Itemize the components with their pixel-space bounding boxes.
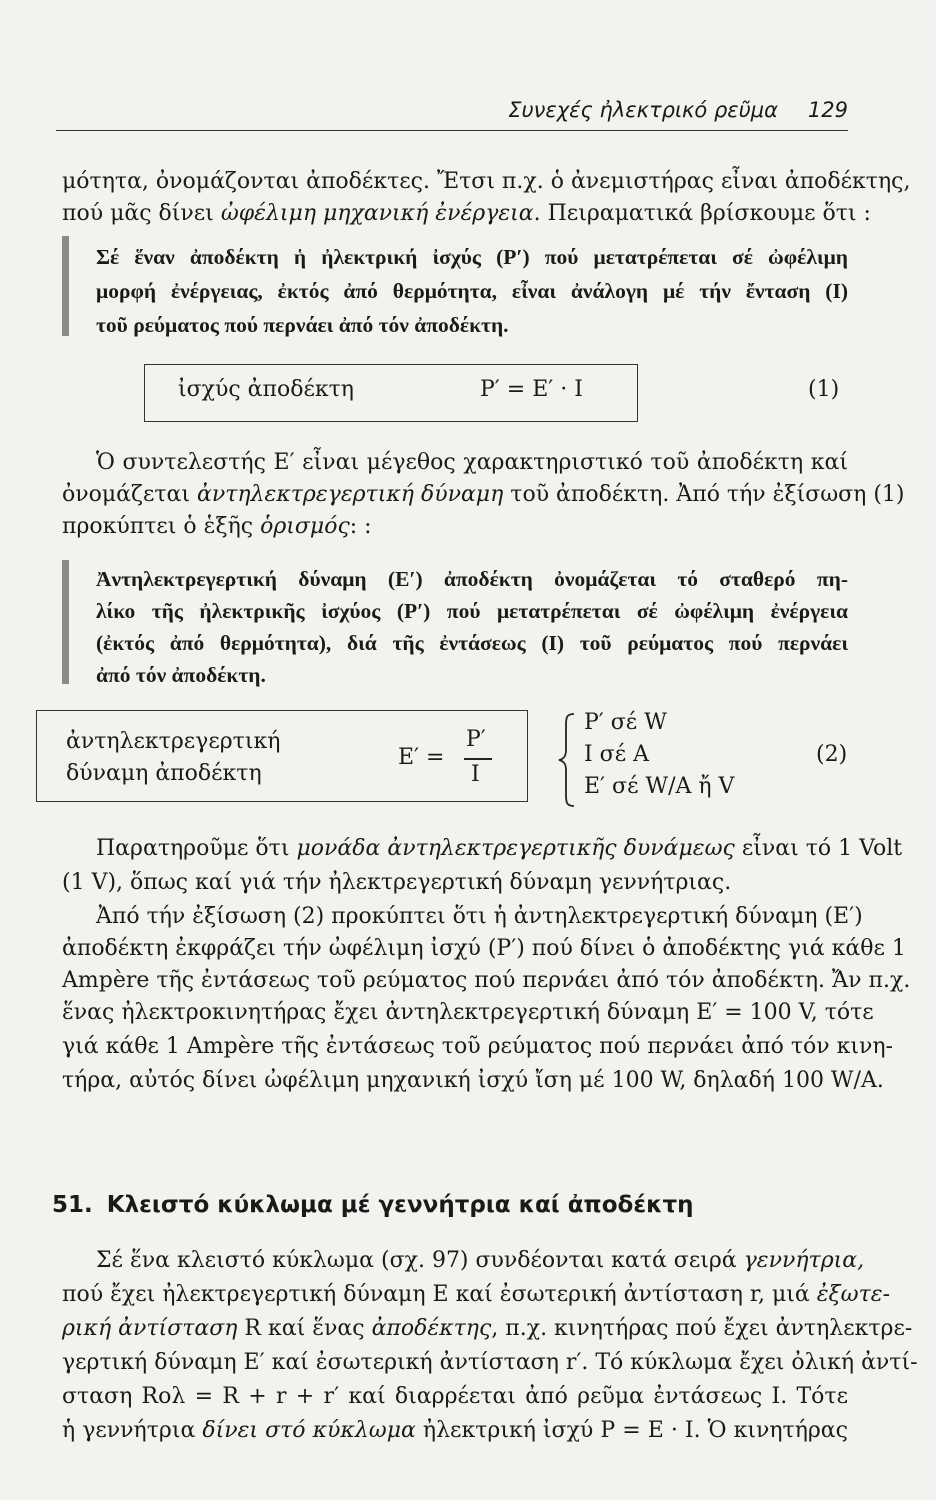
section-number: 51.: [52, 1192, 93, 1218]
equation-number: (2): [816, 742, 848, 767]
paragraph-line: Σέ ἕνα κλειστό κύκλωμα (σχ. 97) συνδέονται κατά σειρά γεννήτρια,: [96, 1248, 865, 1273]
page-number: 129: [807, 98, 848, 122]
paragraph-line: τήρα, αὐτός δίνει ὠφέλιμη μηχανική ἰσχύ ἴση μέ 100 W, δηλαδή 100 W/A.: [62, 1068, 884, 1093]
bold-statement-line: ἀπό τόν ἀποδέκτη.: [96, 663, 266, 687]
bold-statement-line: Ἀντηλεκτρεγερτική δύναμη (E′) ἀποδέκτη ὀνομάζεται τό σταθερό πη-: [96, 567, 848, 591]
paragraph-line: Ampère τῆς ἐντάσεως τοῦ ρεύματος πού περνάει ἀπό τόν ἀποδέκτη. Ἄν π.χ.: [62, 968, 911, 993]
bold-statement-line: λίκο τῆς ἠλεκτρικῆς ἰσχύος (P′) πού μετατρέπεται σέ ὠφέλιμη ἐνέργεια: [96, 599, 848, 623]
fraction-bar: [464, 758, 492, 760]
paragraph-line: ἡ γεννήτρια δίνει στό κύκλωμα ἠλεκτρική ἰσχύ P = E · I. Ὁ κινητήρας: [62, 1418, 848, 1443]
bold-statement-line: τοῦ ρεύματος πού περνάει ἀπό τόν ἀποδέκτη.: [96, 313, 509, 337]
section-title: Κλειστό κύκλωμα μέ γεννήτρια καί ἀποδέκτη: [106, 1192, 694, 1218]
margin-bar: [62, 236, 69, 336]
paragraph-line: σταση Rολ = R + r + r′ καί διαρρέεται ἀπό ρεῦμα ἐντάσεως I. Τότε: [62, 1384, 848, 1409]
paragraph-line: γερτική δύναμη E′ καί ἐσωτερική ἀντίσταση r′. Τό κύκλωμα ἔχει ὀλική ἀντί-: [62, 1350, 918, 1375]
equation-lhs: E′ =: [398, 745, 445, 770]
equation-box-2: [36, 710, 528, 802]
equation-label: ἀντηλεκτρεγερτική: [66, 729, 281, 754]
equation-number: (1): [808, 377, 840, 402]
equation-label: δύναμη ἀποδέκτη: [66, 761, 262, 786]
equation-formula: P′ = E′ · I: [480, 377, 583, 402]
paragraph-line: μότητα, ὀνομάζονται ἀποδέκτες. Ἔτσι π.χ. ὁ ἀνεμιστήρας εἶναι ἀποδέκτης,: [62, 169, 911, 194]
paragraph-line: γιά κάθε 1 Ampère τῆς ἐντάσεως τοῦ ρεύματος πού περνάει ἀπό τόν κινη-: [62, 1034, 893, 1059]
paragraph-line: ρική ἀντίσταση R καί ἕνας ἀποδέκτης, π.χ. κινητήρας πού ἔχει ἀντηλεκτρε-: [62, 1316, 913, 1341]
bold-statement-line: (ἐκτός ἀπό θερμότητα), διά τῆς ἐντάσεως (I) τοῦ ρεύματος πού περνάει: [96, 631, 848, 655]
paragraph-line: Ἀπό τήν ἐξίσωση (2) προκύπτει ὅτι ἡ ἀντηλεκτρεγερτική δύναμη (E′): [96, 904, 863, 929]
fraction-denominator: I: [471, 762, 480, 787]
paragraph-line: προκύπτει ὁ ἑξῆς ὁρισμός: :: [62, 514, 372, 539]
paragraph-line: Ὁ συντελεστής E′ εἶναι μέγεθος χαρακτηριστικό τοῦ ἀποδέκτη καί: [96, 450, 848, 475]
curly-brace-icon: [556, 712, 578, 808]
fraction-numerator: P′: [466, 727, 486, 752]
unit-line: I σέ A: [584, 742, 649, 767]
margin-bar: [62, 560, 69, 684]
paragraph-line: (1 V), ὅπως καί γιά τήν ἠλεκτρεγερτική δύναμη γεννήτριας.: [62, 870, 732, 895]
paragraph-line: πού ἔχει ἠλεκτρεγερτική δύναμη E καί ἐσωτερική ἀντίσταση r, μιά ἐξωτε-: [62, 1282, 891, 1307]
equation-label: ἰσχύς ἀποδέκτη: [178, 377, 354, 402]
paragraph-line: πού μᾶς δίνει ὠφέλιμη μηχανική ἐνέργεια. Πειραματικά βρίσκουμε ὅτι :: [62, 201, 871, 226]
bold-statement-line: μορφή ἐνέργειας, ἐκτός ἀπό θερμότητα, εἶναι ἀνάλογη μέ τήν ἔνταση (I): [96, 279, 848, 303]
header-title: Συνεχές ἠλεκτρικό ρεῦμα: [508, 98, 778, 122]
paragraph-line: ἀποδέκτη ἐκφράζει τήν ὠφέλιμη ἰσχύ (P′) πού δίνει ὁ ἀποδέκτης γιά κάθε 1: [62, 936, 906, 961]
running-header: [56, 96, 848, 131]
section-heading: [52, 1192, 694, 1218]
paragraph-line: Παρατηροῦμε ὅτι μονάδα ἀντηλεκτρεγερτικῆς δυνάμεως εἶναι τό 1 Volt: [96, 836, 903, 861]
paragraph-line: ὀνομάζεται ἀντηλεκτρεγερτική δύναμη τοῦ ἀποδέκτη. Ἀπό τήν ἐξίσωση (1): [62, 482, 905, 507]
paragraph-line: ἕνας ἠλεκτροκινητήρας ἔχει ἀντηλεκτρεγερτική δύναμη E′ = 100 V, τότε: [62, 1000, 874, 1025]
unit-line: P′ σέ W: [584, 710, 667, 735]
unit-line: E′ σέ W/A ἤ V: [584, 774, 735, 799]
bold-statement-line: Σέ ἕναν ἀποδέκτη ἡ ἠλεκτρική ἰσχύς (P′) πού μετατρέπεται σέ ὠφέλιμη: [96, 245, 848, 269]
